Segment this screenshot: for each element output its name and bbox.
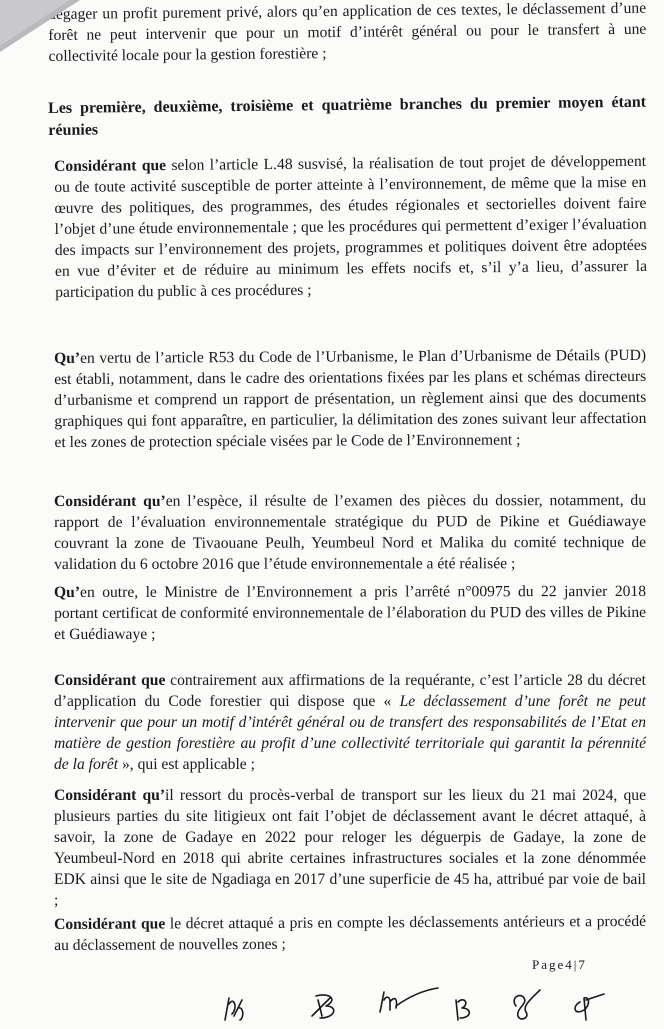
paragraph-considerant-1 [54, 151, 647, 303]
paragraph-text: en vertu de l’article R53 du Code de l’Urbanisme, le Plan d’Urbanisme de Détails (PUD) est établi, notamment, dans le cadre des orientations fixées par les plans et schémas directeurs d’urbanisme et comprend un rapport de présentation, un règlement ainsi que des documents graphiques qui font apparaître, en particulier, la délimitation des zones suivant leur affectation et les zones de protection spéciale visées par le Code de l’Environnement ; [54, 346, 647, 451]
paragraph-text: le décret attaqué a pris en compte les déclassements antérieurs et a procédé au déclassement de nouvelles zones ; [54, 912, 647, 954]
paragraph-text: selon l’article L.48 susvisé, la réalisation de tout projet de développement ou de toute activité susceptible de porter atteinte à l’environnement, de même que la mise en œuvre des politiques, des programmes, des études régionales et sectorielles doivent faire l’objet d’une étude environnementale ; que les procédures qui permettent d’exiger l’évaluation des impacts sur l’environnement des projets, programmes et politiques doivent être adoptées en vue d’éviter et de réduire au minimum les effets nocifs et, s’il y’a lieu, d’assurer la participation du public à ces procédures ; [54, 152, 648, 301]
paragraph-considerant-3 [54, 670, 646, 775]
paragraph-text: contrairement aux affirmations de la requérante, c’est l’article 28 du décret d’application du Code forestier qui dispose que « [54, 672, 646, 710]
paragraph-considerant-4 [54, 785, 646, 911]
page-number [532, 957, 587, 973]
paragraph-text: », qui est applicable ; [118, 756, 255, 773]
paragraph-text: il ressort du procès-verbal de transport sur les lieux du 21 mai 2024, que plusieurs parties du site litigieux ont fait l’objet de déclassement avant le décret attaqué, à savoir, la zone de Gadaye en 2022 pour reloger les déguerpis de Gadaye, la zone de Yeumbeul-Nord en 2018 qui abrite certaines infrastructures sociales et la zone dénommée EDK ainsi que le site de Ngadiaga en 2017 d’une superficie de 45 ha, attribué par voie de bail ; [54, 787, 646, 909]
page-current: 4 [565, 957, 574, 972]
paragraph-text: en l’espèce, il résulte de l’examen des pièces du dossier, notamment, du rapport de l’évaluation environnementale stratégique du PUD de Pikine et Guédiawaye couvrant la zone de Tivaouane Peulh, Yeumbeul Nord et Malika du comité technique de validation du 6 octobre 2016 que l’étude environnementale a été réalisée ; [54, 491, 647, 573]
paragraph-lead: Considérant que [54, 915, 166, 933]
page-label: Page [532, 957, 566, 972]
paragraph-lead: Considérant qu’ [54, 787, 166, 804]
paragraph-continuation [48, 0, 647, 67]
paragraph-lead: Qu’ [54, 349, 81, 367]
paragraph-lead: Considérant qu’ [54, 492, 166, 510]
paragraph-considerant-5 [54, 911, 646, 956]
signatures-icon [220, 986, 640, 1024]
heading-text: Les première, deuxième, troisième et quatrième branches du premier moyen étant réunies [48, 93, 647, 139]
section-heading [48, 92, 646, 142]
page-separator: | [573, 957, 579, 972]
signature-initials [220, 986, 640, 1024]
paragraph-considerant-2 [54, 490, 646, 575]
paragraph-lead: Considérant que [54, 672, 166, 689]
page-fold-shadow-inner [0, 0, 70, 46]
paragraph-qu-1 [54, 345, 647, 453]
paragraph-text: dégager un profit purement privé, alors qu’en application de ces textes, le déclassement d’une forêt ne peut intervenir que pour un motif d’intérêt général ou pour le transfert à une collectivité locale pour la gestion forestière ; [48, 0, 647, 65]
legal-quote: Le déclassement d’une forêt ne peut intervenir que pour un motif d’intérêt général ou de transfert des responsabilités de l’Etat en matière de gestion forestière au profit d’une collectivité territoriale qui garantit la pérennité de la forêt [54, 693, 646, 773]
paragraph-lead: Considérant que [54, 157, 167, 175]
paragraph-lead: Qu’ [54, 583, 81, 601]
paragraph-text: en outre, le Ministre de l’Environnement a pris l’arrêté n°00975 du 22 janvier 2018 portant certificat de conformité environnementale de l’élaboration du PUD des villes de Pikine et Guédiawaye ; [54, 582, 647, 643]
page-total: 7 [578, 957, 587, 972]
paragraph-qu-2 [54, 581, 646, 645]
